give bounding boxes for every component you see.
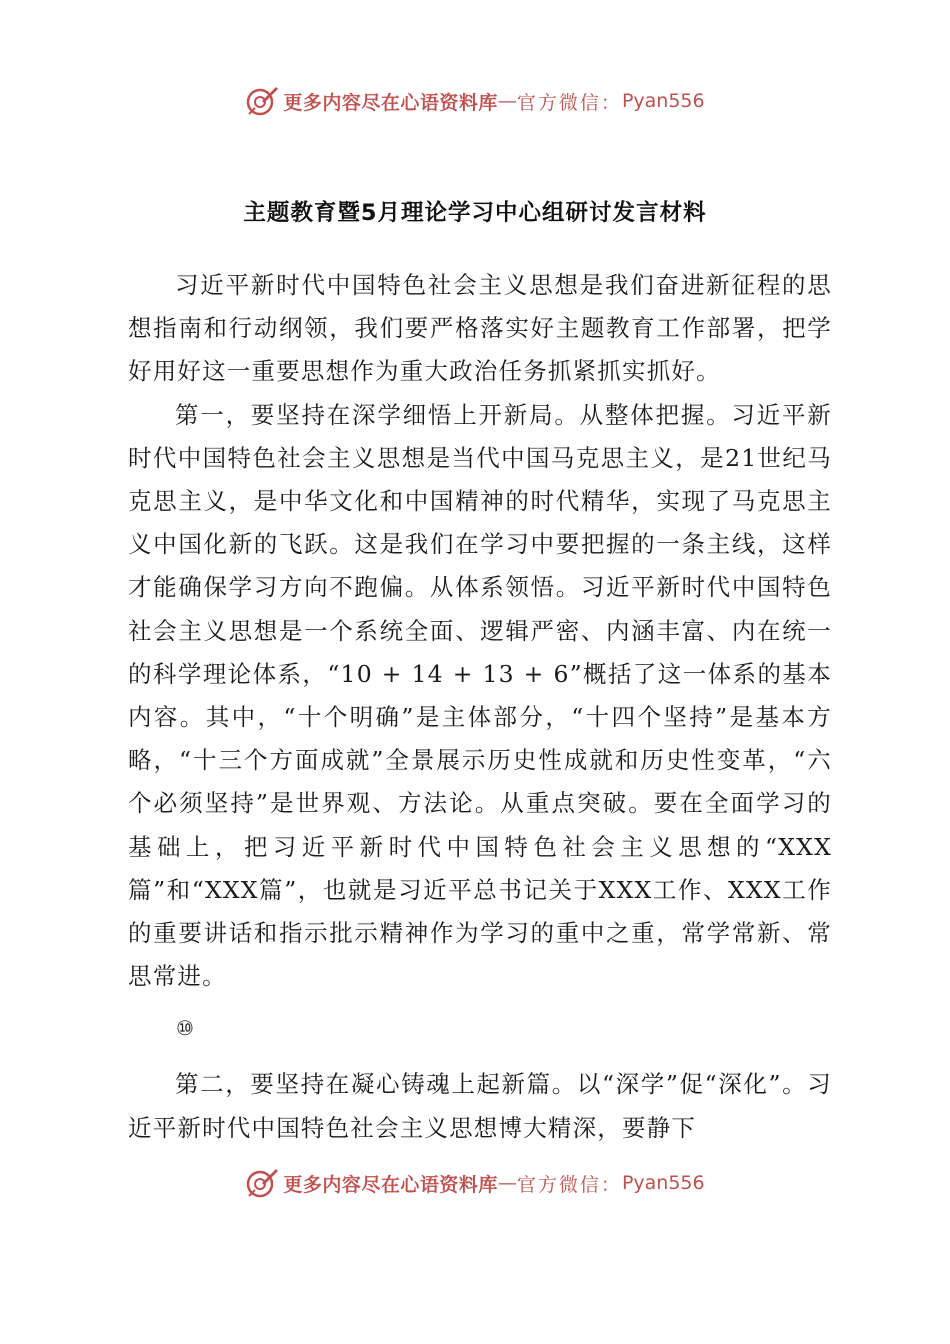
footer-official-label: 官方微信： bbox=[516, 1173, 622, 1196]
footer-wechat-id: Pyan556 bbox=[621, 1172, 705, 1194]
paragraph-intro: 习近平新时代中国特色社会主义思想是我们奋进新征程的思想指南和行动纲领，我们要严格落实好主题教育工作部署，把学好用好这一重要思想作为重大政治任务抓紧抓实抓好。 bbox=[128, 271, 832, 386]
banner-wechat-id: Pyan556 bbox=[621, 90, 705, 112]
paragraph-second-point: 第二，要坚持在凝心铸魂上起新篇。以“深学”促“深化”。习近平新时代中国特色社会主义思想博大精深，要静下 bbox=[128, 1070, 832, 1142]
header-banner bbox=[0, 76, 950, 126]
document-title: 主题教育暨5月理论学习中心组研讨发言材料 bbox=[243, 200, 707, 226]
footer-brand-text: 更多内容尽在心语资料库 bbox=[283, 1173, 498, 1196]
banner-separator: — bbox=[497, 90, 517, 112]
paragraph-first-point: 第一，要坚持在深学细悟上开新局。从整体把握。习近平新时代中国特色社会主义思想是当代中国马克思主义，是21世纪马克思主义，是中华文化和中国精神的时代精华，实现了马克思主义中国化新的飞跃。这是我们在学习中要把握的一条主线，这样才能确保学习方向不跑偏。从体系领悟。习近平新时代中国特色社会主义思想是一个系统全面、逻辑严密、内涵丰富、内在统一的科学理论体系，“10 + 14 + 13 + 6”概括了这一体系的基本内容。其中，“十个明确”是主体部分，“十四个坚持”是基本方略，“十三个方面成就”全景展示历史性成就和历史性变革，“六个必须坚持”是世界观、方法论。从重点突破。要在全面学习的基础上，把习近平新时代中国特色社会主义思想的“XXX篇”和“XXX篇”，也就是习近平总书记关于XXX工作、XXX工作的重要讲话和指示批示精神作为学习的重中之重，常学常新、常思常进。 bbox=[128, 400, 832, 991]
quill-pen-logo-icon bbox=[245, 1166, 279, 1200]
footer-banner bbox=[0, 1158, 950, 1208]
paragraph-marker: ⑩ bbox=[176, 1016, 194, 1041]
document-body bbox=[128, 264, 832, 1150]
banner-official-label: 官方微信： bbox=[516, 91, 622, 114]
banner-brand-text: 更多内容尽在心语资料库 bbox=[283, 91, 498, 114]
footer-separator: — bbox=[497, 1172, 517, 1194]
quill-pen-logo-icon bbox=[245, 84, 279, 118]
